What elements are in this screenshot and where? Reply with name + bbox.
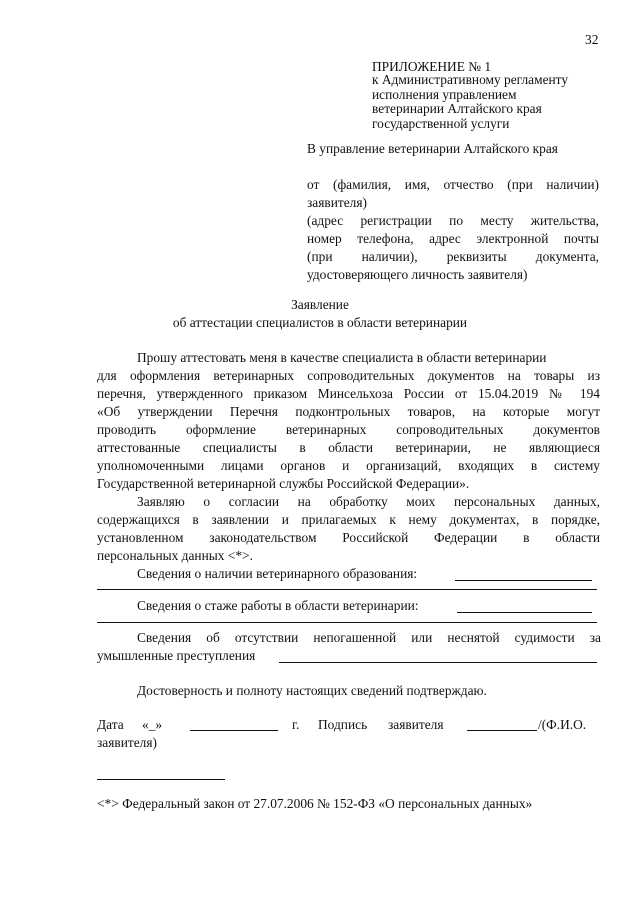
paragraph-line: Прошу аттестовать меня в качестве специалиста в области ветеринарии <box>137 350 547 365</box>
from-line: удостоверяющего личность заявителя) <box>307 267 528 282</box>
paragraph-line: аттестованные специалисты в области ветеринарии, не являющиеся <box>97 440 600 455</box>
paragraph-line: уполномоченными лицами органов и организаций, входящих в систему <box>97 458 600 473</box>
fio-label: /(Ф.И.О. <box>538 717 587 732</box>
paragraph-line: персональных данных <*>. <box>97 548 253 563</box>
conviction-input-line[interactable] <box>279 662 597 663</box>
appendix-title: ПРИЛОЖЕНИЕ № 1 <box>372 59 492 74</box>
request-paragraph <box>97 350 600 494</box>
page-number: 32 <box>585 32 599 47</box>
appendix-line: к Административному регламенту <box>372 72 569 87</box>
paragraph-line: проводить оформление ветеринарных сопроводительных документов <box>97 422 600 437</box>
from-block <box>307 177 599 285</box>
paragraph-line: «Об утверждении Перечня подконтрольных товаров, на которые могут <box>97 404 600 419</box>
appendix-lines <box>372 73 568 131</box>
education-input-line[interactable] <box>455 580 592 581</box>
paragraph-line: содержащихся в заявлении и прилагаемых к нему документах, в порядке, <box>97 512 600 527</box>
addressee: В управление ветеринарии Алтайского края <box>307 141 558 156</box>
paragraph-line: установленном законодательством Российской Федерации в области <box>97 530 600 545</box>
conviction-label: Сведения об отсутствии непогашенной или неснятой судимости за <box>137 630 601 645</box>
experience-label: Сведения о стаже работы в области ветеринарии: <box>137 598 419 613</box>
appendix-line: исполнения управлением <box>372 86 517 102</box>
paragraph-line: перечня, утвержденного приказом Минсельхоза России от 15.04.2019 № 194 <box>97 386 600 401</box>
footnote: <*> Федеральный закон от 27.07.2006 № 152-ФЗ «О персональных данных» <box>97 796 533 811</box>
consent-paragraph <box>97 494 600 566</box>
date-input-line[interactable] <box>190 730 278 731</box>
fio-label-2: заявителя) <box>97 735 157 750</box>
date-day: «_» <box>142 717 163 732</box>
appendix-line: ветеринарии Алтайского края <box>372 101 542 116</box>
experience-input-line[interactable] <box>457 612 592 613</box>
education-input-line-2[interactable] <box>97 589 597 590</box>
document-title: Заявление <box>291 297 349 312</box>
from-line: (адрес регистрации по месту жительства, <box>307 213 599 228</box>
from-line: от (фамилия, имя, отчество (при наличии) <box>307 177 599 192</box>
education-label: Сведения о наличии ветеринарного образования: <box>137 566 418 581</box>
paragraph-line: Заявляю о согласии на обработку моих персональных данных, <box>137 494 600 509</box>
experience-input-line-2[interactable] <box>97 622 597 623</box>
year-suffix: г. <box>292 717 300 732</box>
document-subtitle: об аттестации специалистов в области ветеринарии <box>172 315 468 330</box>
from-line: заявителя) <box>307 195 367 210</box>
confirmation-text: Достоверность и полноту настоящих сведений подтверждаю. <box>137 683 487 698</box>
from-line: номер телефона, адрес электронной почты <box>307 231 599 246</box>
paragraph-line: Государственной ветеринарной службы Российской Федерации». <box>97 476 470 491</box>
appendix-line: государственной услуги <box>372 115 510 131</box>
signature-label: Подпись <box>318 717 368 732</box>
paragraph-line: для оформления ветеринарных сопроводительных документов на товары из <box>97 368 600 383</box>
signature-input-line[interactable] <box>467 730 537 731</box>
date-label: Дата <box>97 717 124 732</box>
footnote-divider <box>97 779 225 780</box>
from-line: (при наличии), реквизиты документа, <box>307 249 599 264</box>
conviction-label-2: умышленные преступления <box>97 648 256 663</box>
signature-applicant: заявителя <box>388 717 444 732</box>
